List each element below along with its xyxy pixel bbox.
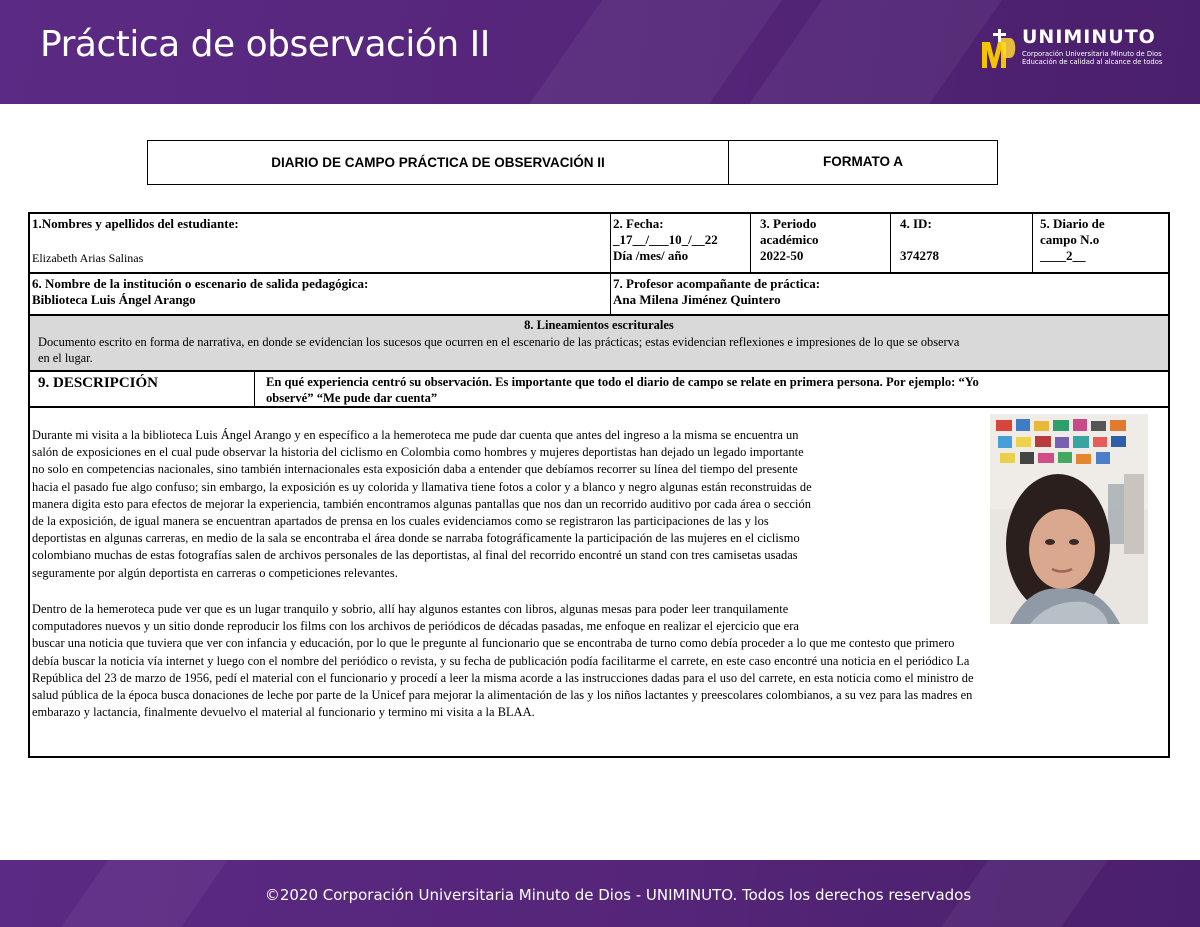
date-value: _17__/___10_/__22 [613,232,718,247]
period-cell [760,216,888,264]
document-title-table [147,140,998,185]
footer-copyright: ©2020 Corporación Universitaria Minuto de Dios - UNIMINUTO. Todos los derechos reservados [264,886,972,904]
description-label: 9. DESCRIPCIÓN [38,375,159,391]
guidelines-text: Documento escrito en forma de narrativa, en donde se evidencian los sucesos que ocurren en el escenario de las prácticas; estas evidencian reflexiones e impresiones de lo que se observa [38,335,960,349]
row-divider [30,370,1168,372]
column-divider [890,214,891,272]
narrative-paragraph-1 [32,427,812,582]
professor-cell [613,276,1163,308]
period-label: académico [760,232,819,247]
narrative-line: colombiano muchas de estas fotografías salen de archivos personales de las deportistas, al final del recorrido encontré un stand con tres camisetas usadas [32,548,798,563]
id-cell [900,216,1028,264]
page-title: Práctica de observación II [40,24,490,65]
professor-label: 7. Profesor acompañante de práctica: [613,276,821,291]
header-band [0,0,1200,104]
institution-cell [32,276,602,308]
format-label: FORMATO A [823,154,903,169]
column-divider [1032,214,1033,272]
column-divider [254,372,255,406]
logo-name: UNIMINUTO [1022,26,1156,48]
narrative-line: embarazo y lactancia, finalmente devuelvo el material al funcionario y termino mi visita a la BLAA. [32,705,535,720]
narrative-line: buscar una noticia que tuviera que ver con infancia y educación, por lo que le pregunte al funcionario que se encontraba de turno como debía proceder a lo que me contesto que primero [32,636,955,651]
column-divider [750,214,751,272]
guidelines-cell [30,316,1168,370]
narrative-line: República del 23 de marzo de 1956, pedí el material con el funcionario y procedí a leer la misma acorde a las instrucciones dadas para el uso del carrete, en esta noticia como el ministro de [32,670,974,685]
description-prompt-line: observé” “Me pude dar cuenta” [266,391,438,405]
period-label: 3. Periodo [760,216,817,231]
description-prompt-line: En qué experiencia centró su observación. Es importante que todo el diario de campo se relate en primera persona. Por ejemplo: “Yo [266,375,979,389]
narrative-paragraph-2 [32,601,974,721]
narrative-line: computadores nuevos y un sitio donde reproducir los films con los archivos de periódicos de décadas pasadas, me enfoque en realizar el ejercicio que era [32,619,799,634]
student-value: Elizabeth Arias Salinas [32,251,144,265]
diary-number-cell [1040,216,1166,264]
narrative-line: de la exposición, de igual manera se encuentran apartados de prensa en los cuales evidenciamos como se registraron las participaciones de las y los [32,514,769,529]
diary-label: 5. Diario de [1040,216,1105,231]
date-format: Día /mes/ año [613,248,689,263]
logo-tagline: Educación de calidad al alcance de todos [1022,58,1163,66]
diary-value: ____2__ [1040,248,1086,263]
institution-label: 6. Nombre de la institución o escenario de salida pedagógica: [32,276,369,291]
header-decoration [504,0,796,104]
narrative-line: salón de exposiciones en el cual pude observar la historia del ciclismo en Colombia como hombres y mujeres deportistas han dejado un legado importante [32,445,804,460]
diary-label: campo N.o [1040,232,1100,247]
document-title: DIARIO DE CAMPO PRÁCTICA DE OBSERVACIÓN II [148,141,729,184]
student-label: 1.Nombres y apellidos del estudiante: [32,216,239,231]
footer-band [0,860,1200,927]
id-label: 4. ID: [900,216,932,231]
row-divider [30,272,1168,274]
narrative-line: Dentro de la hemeroteca pude ver que es un lugar tranquilo y sobrio, allí hay algunos estantes con libros, algunas mesas para poder leer tranquilamente [32,602,789,616]
narrative-line: no solo en competencias nacionales, sino también internacionales esta exposición daba a entender que debíamos recorrer su línea del tiempo del presente [32,462,798,477]
uniminuto-logo [980,24,1180,80]
field-diary-form [28,212,1170,758]
guidelines-text: en el lugar. [38,351,93,365]
guidelines-title: 8. Lineamientos escriturales [524,318,674,332]
narrative-line: Durante mi visita a la biblioteca Luis Ángel Arango y en específico a la hemeroteca me pude dar cuenta que antes del ingreso a la misma se encuentra un [32,428,799,442]
narrative-line: hacia el pasado fue algo confuso; sin embargo, la exposición es uy colorida y llamativa tiene fotos a color y a blanco y negro algunas están reconstruidas de [32,479,812,494]
narrative-line: seguramente por algún deportista en carreras o competiciones relevantes. [32,565,398,580]
logo-tagline: Corporación Universitaria Minuto de Dios [1022,50,1162,58]
date-cell [613,216,749,264]
professor-value: Ana Milena Jiménez Quintero [613,292,781,307]
column-divider [610,214,611,314]
row-divider [30,406,1168,408]
student-cell [32,216,602,266]
id-value: 374278 [900,248,939,263]
narrative-line: deportistas en algunas carreras, en medio de la sala se encontraba el área donde se narraba fotográficamente la participación de las mujeres en el ciclismo [32,531,800,546]
narrative-line: debía buscar la noticia vía internet y luego con el nombre del periódico o revista, y su fecha de publicación podía facilitarme el carrete, en este caso encontré una noticia en el periódico La [32,653,970,668]
period-value: 2022-50 [760,248,804,263]
date-label: 2. Fecha: [613,216,664,231]
narrative-line: salud pública de la época busca donaciones de leche por parte de la Unicef para mejorar la alimentación de las y los niños lactantes y preescolares colombianos, a su vez para las madres en [32,688,973,703]
institution-value: Biblioteca Luis Ángel Arango [32,292,196,307]
description-prompt [266,374,1166,406]
uniminuto-logo-icon [980,28,1018,74]
student-photo [990,414,1148,624]
narrative-line: manera digita esto para efectos de mejorar la experiencia, también encontramos algunas pantallas que nos dan un recorrido auditivo por cada área o sección [32,496,812,511]
